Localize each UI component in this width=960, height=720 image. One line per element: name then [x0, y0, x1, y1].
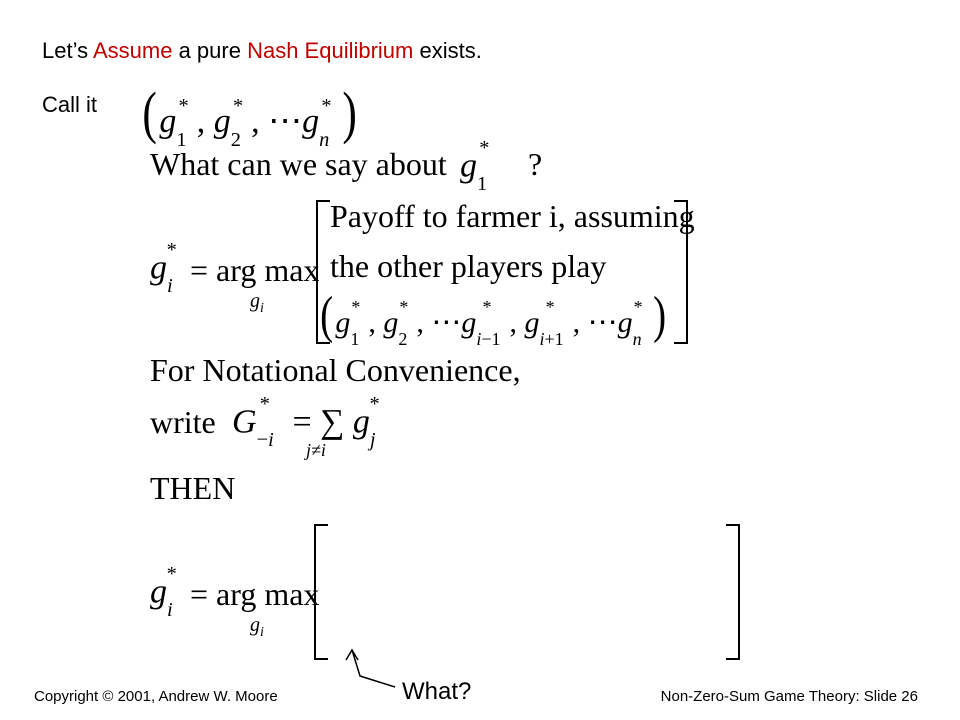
others-tuple: ($g_1^*$ , $g_2^*$ , $\cdots g_{i-1}^*$ , $g_{i+1}^*$ , $\cdots g_n^*$ )	[320, 287, 666, 349]
heading-text-2: a pure	[172, 38, 248, 63]
equilibrium-tuple: ($g_1^*$ , $g_2^*$ , $\cdots g_n^*$ )	[142, 80, 357, 151]
gi-star-lhs-2: $g_i^*$	[150, 563, 177, 622]
g1-star-symbol: $g_1^*$	[460, 137, 490, 196]
bracket1-line1: Payoff to farmer i, assuming	[330, 198, 695, 234]
question-mark: ?	[528, 146, 543, 182]
argmax-subscript-2: $g_i$	[250, 614, 264, 640]
heading-nash-equilibrium: Nash Equilibrium	[247, 38, 414, 63]
what-question-label: What?	[402, 678, 472, 705]
heading-text-3: exists.	[413, 38, 482, 63]
write-label: write	[150, 404, 216, 440]
gi-star-lhs-1: $g_i^*$	[150, 239, 177, 298]
heading-assume: Assume	[92, 38, 173, 63]
sum-subscript: j≠i	[306, 440, 326, 460]
argmax-1: = arg max	[190, 252, 320, 288]
call-it-label: Call it	[42, 92, 98, 117]
then-label: THEN	[150, 470, 236, 506]
notational-convenience: For Notational Convenience,	[150, 352, 521, 388]
footer-copyright: Copyright © 2001, Andrew W. Moore	[34, 688, 278, 705]
argmax-2: = arg max	[190, 576, 320, 612]
footer-slide-title: Non-Zero-Sum Game Theory: Slide 26	[660, 688, 918, 705]
what-can-text: What can we say about	[150, 146, 447, 182]
heading-text-1: Let’s	[42, 38, 93, 63]
G-minus-i-definition: $G_{-i}^*$ = ∑ $g_j^*$	[232, 393, 380, 452]
argmax-subscript-1: $g_i$	[250, 290, 264, 316]
bracket1-line2: the other players play	[330, 248, 607, 284]
